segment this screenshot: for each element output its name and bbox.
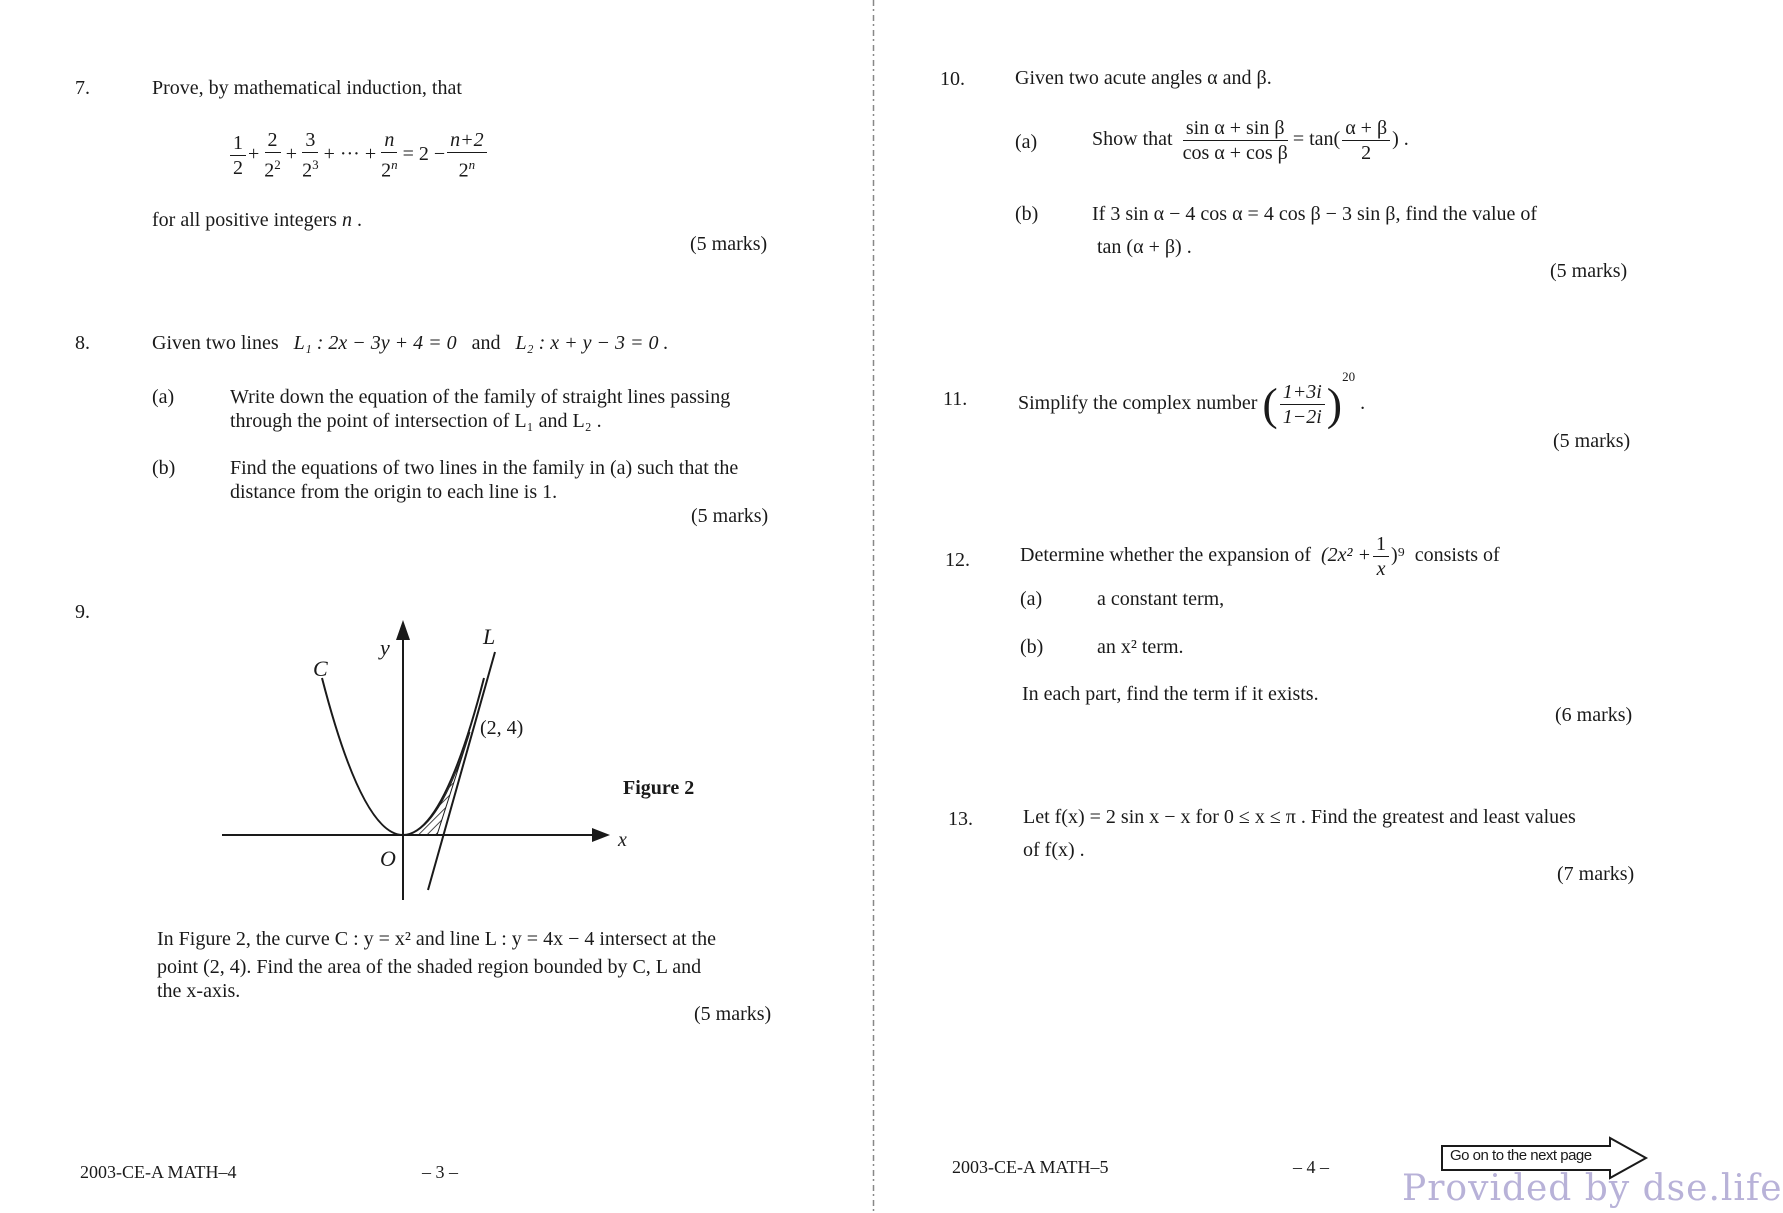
q8-stem: Given two lines L₁ : 2x − 3y + 4 = 0 and L₂ : x + y − 3 = 0 .	[152, 332, 669, 354]
right-footer-page: – 4 –	[1293, 1157, 1329, 1177]
q12-b-text: an x² term.	[1097, 636, 1184, 658]
q7-stem: Prove, by mathematical induction, that	[152, 77, 462, 99]
q7-tail: for all positive integers n .	[152, 209, 362, 231]
q9-line1: In Figure 2, the curve C : y = x² and line L : y = 4x − 4 intersect at the	[157, 928, 716, 950]
q13-number: 13.	[948, 808, 973, 830]
q10-a-label: (a)	[1015, 131, 1038, 153]
q10-b-label: (b)	[1015, 203, 1039, 225]
figure-2	[210, 610, 730, 900]
q8-a-line1: Write down the equation of the family of straight lines passing	[230, 386, 731, 408]
q7-number: 7.	[75, 77, 90, 99]
label-l: L	[483, 624, 496, 649]
q10-b-line1: If 3 sin α − 4 cos α = 4 cos β − 3 sin β, find the value of	[1092, 203, 1538, 225]
q13-marks: (7 marks)	[1557, 863, 1635, 885]
q11-marks: (5 marks)	[1553, 430, 1631, 452]
q12-a-label: (a)	[1020, 588, 1043, 610]
q11-stem: Simplify the complex number ( $\frac{1+3i}{1-2i}$ )$^{20}$ .	[1018, 369, 1366, 430]
watermark: Provided by dse.life	[1402, 1168, 1783, 1209]
q8-a-label: (a)	[152, 386, 175, 408]
q10-number: 10.	[940, 68, 965, 90]
q11-number: 11.	[943, 388, 968, 410]
left-footer-code: 2003-CE-A MATH–4	[80, 1162, 237, 1182]
q12-stem: Determine whether the expansion of (2x² + $\frac{1}{x}$ )⁹ consists of	[1020, 533, 1500, 580]
q9-number: 9.	[75, 601, 90, 623]
shaded-region	[403, 732, 470, 835]
q10-stem: Given two acute angles α and β.	[1015, 67, 1272, 89]
q10-marks: (5 marks)	[1550, 260, 1628, 282]
label-y: y	[380, 635, 390, 660]
q12-marks: (6 marks)	[1555, 704, 1633, 726]
q9-line2: point (2, 4). Find the area of the shaded region bounded by C, L and	[157, 956, 702, 978]
q12-b-label: (b)	[1020, 636, 1044, 658]
q9-marks: (5 marks)	[694, 1003, 772, 1025]
q9-line3: the x-axis.	[157, 980, 241, 1002]
label-o: O	[380, 846, 396, 871]
q8-b-line2: distance from the origin to each line is 1.	[230, 481, 558, 503]
q13-line1: Let f(x) = 2 sin x − x for 0 ≤ x ≤ π . Find the greatest and least values	[1023, 806, 1576, 828]
q13-line2: of f(x) .	[1023, 839, 1085, 861]
q12-number: 12.	[945, 549, 970, 571]
q12-a-text: a constant term,	[1097, 588, 1225, 610]
line-l	[428, 652, 495, 890]
q8-number: 8.	[75, 332, 90, 354]
next-page-label: Go on to the next page	[1450, 1147, 1592, 1164]
label-x: x	[618, 829, 627, 851]
q10-b-line2: tan (α + β) .	[1097, 236, 1192, 258]
q8-b-label: (b)	[152, 457, 176, 479]
figure-caption: Figure 2	[623, 777, 695, 799]
q10-a-formula: Show that $\frac{\text{sin α + sin β}}{\text{cos α + cos β}}$ = tan( $\frac{\alpha + \beta}{2}$ ) .	[1092, 117, 1409, 164]
q7-marks: (5 marks)	[690, 233, 768, 255]
right-footer-code: 2003-CE-A MATH–5	[952, 1157, 1109, 1177]
q7-formula: $\frac{1}{2}$ + $\frac{2}{2^2}$ + $\frac{3}{2^3}$ + ··· + $\frac{n}{2^n}$ = 2 − $\frac{n+2}{2^n}$	[228, 128, 489, 183]
q8-marks: (5 marks)	[691, 505, 769, 527]
left-footer-page: – 3 –	[422, 1162, 458, 1182]
point-label: (2, 4)	[480, 717, 524, 739]
q12-instr: In each part, find the term if it exists.	[1022, 683, 1319, 705]
q8-a-line2: through the point of intersection of L₁ and L₂ .	[230, 410, 602, 432]
x-axis-arrow	[592, 828, 610, 842]
y-axis-arrow	[396, 620, 410, 640]
page-divider	[872, 0, 875, 1213]
q8-b-line1: Find the equations of two lines in the family in (a) such that the	[230, 457, 739, 479]
label-c: C	[313, 656, 328, 681]
